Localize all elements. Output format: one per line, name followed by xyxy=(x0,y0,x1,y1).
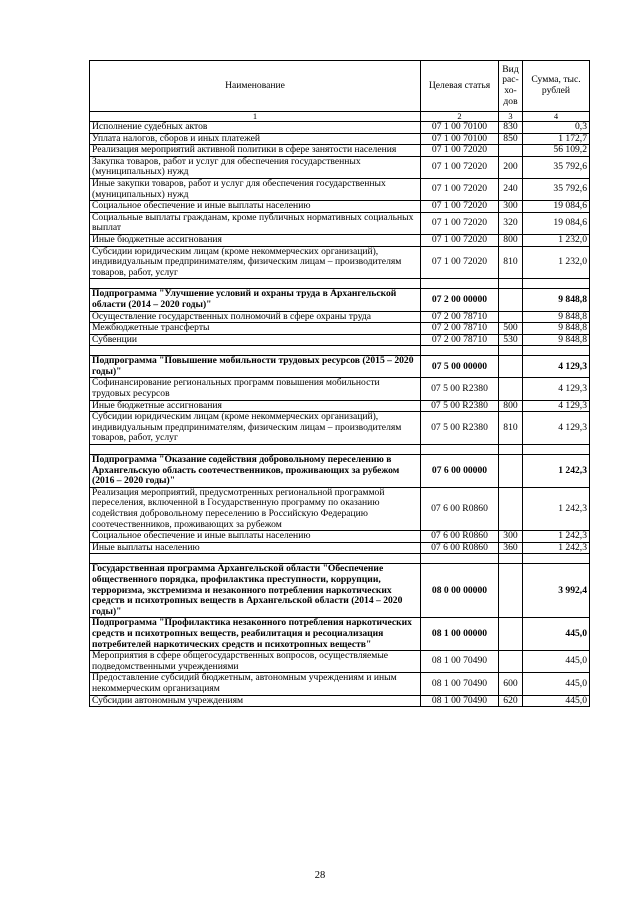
cell-expense-type: 320 xyxy=(499,212,523,234)
cell-name: Уплата налогов, сборов и иных платежей xyxy=(90,133,421,145)
table-row xyxy=(90,334,590,346)
spacer-cell xyxy=(523,445,590,455)
cell-target-article: 07 1 00 72020 xyxy=(421,246,499,279)
table-row xyxy=(90,178,590,200)
cell-expense-type xyxy=(499,356,523,378)
cell-expense-type: 600 xyxy=(499,673,523,695)
cell-sum: 1 242,3 xyxy=(523,542,590,554)
cell-sum: 1 172,7 xyxy=(523,133,590,145)
cell-expense-type: 360 xyxy=(499,542,523,554)
cell-target-article: 08 1 00 00000 xyxy=(421,618,499,651)
cell-name: Осуществление государственных полномочий в сфере охраны труда xyxy=(90,311,421,323)
cell-name: Подпрограмма "Повышение мобильности трудовых ресурсов (2015 – 2020 годы)" xyxy=(90,356,421,378)
spacer-row xyxy=(90,554,590,564)
cell-sum: 4 129,3 xyxy=(523,378,590,400)
spacer-cell xyxy=(499,346,523,356)
cell-target-article: 07 1 00 72020 xyxy=(421,145,499,157)
spacer-cell xyxy=(523,279,590,289)
cell-target-article: 07 2 00 00000 xyxy=(421,289,499,311)
cell-expense-type: 200 xyxy=(499,156,523,178)
cell-expense-type: 300 xyxy=(499,531,523,543)
cell-expense-type xyxy=(499,618,523,651)
spacer-row xyxy=(90,346,590,356)
table-row xyxy=(90,673,590,695)
spacer-cell xyxy=(523,554,590,564)
cell-target-article: 07 1 00 72020 xyxy=(421,212,499,234)
cell-target-article: 07 1 00 72020 xyxy=(421,156,499,178)
cell-target-article: 07 6 00 R0860 xyxy=(421,542,499,554)
spacer-cell xyxy=(523,346,590,356)
table-body xyxy=(90,122,590,707)
cell-sum: 9 848,8 xyxy=(523,334,590,346)
cell-sum: 4 129,3 xyxy=(523,400,590,412)
table-row xyxy=(90,531,590,543)
spacer-cell xyxy=(421,346,499,356)
cell-target-article: 07 1 00 72020 xyxy=(421,178,499,200)
cell-expense-type xyxy=(499,487,523,530)
cell-sum: 19 084,6 xyxy=(523,212,590,234)
cell-name: Субвенции xyxy=(90,334,421,346)
cell-name: Социальное обеспечение и иные выплаты населению xyxy=(90,531,421,543)
cell-sum: 1 242,3 xyxy=(523,531,590,543)
cell-expense-type xyxy=(499,311,523,323)
table-row xyxy=(90,356,590,378)
cell-expense-type: 850 xyxy=(499,133,523,145)
cell-name: Государственная программа Архангельской области "Обеспечение общественного порядка, профилактика преступности, коррупции, терроризма, экстремизма и незаконного потребления наркотических средств и психотропных веществ в Архангельской области (2014 – 2020 годы)" xyxy=(90,564,421,618)
cell-expense-type: 530 xyxy=(499,334,523,346)
column-number: 1 xyxy=(90,112,421,122)
cell-name: Софинансирование региональных программ повышения мобильности трудовых ресурсов xyxy=(90,378,421,400)
spacer-cell xyxy=(499,279,523,289)
spacer-cell xyxy=(421,554,499,564)
cell-expense-type xyxy=(499,145,523,157)
cell-expense-type: 300 xyxy=(499,201,523,213)
table-row xyxy=(90,156,590,178)
cell-expense-type xyxy=(499,651,523,673)
cell-name: Иные бюджетные ассигнования xyxy=(90,234,421,246)
cell-name: Субсидии автономным учреждениям xyxy=(90,695,421,707)
cell-target-article: 07 2 00 78710 xyxy=(421,334,499,346)
table-row xyxy=(90,695,590,707)
cell-target-article: 07 1 00 70100 xyxy=(421,122,499,134)
cell-sum: 445,0 xyxy=(523,618,590,651)
spacer-cell xyxy=(90,346,421,356)
cell-name: Реализация мероприятий активной политики в сфере занятости населения xyxy=(90,145,421,157)
cell-name: Межбюджетные трансферты xyxy=(90,323,421,335)
table-row xyxy=(90,323,590,335)
column-number: 4 xyxy=(523,112,590,122)
table-row xyxy=(90,400,590,412)
cell-target-article: 07 2 00 78710 xyxy=(421,323,499,335)
cell-expense-type: 810 xyxy=(499,412,523,445)
cell-sum: 4 129,3 xyxy=(523,412,590,445)
cell-sum: 56 109,2 xyxy=(523,145,590,157)
cell-name: Социальные выплаты гражданам, кроме публичных нормативных социальных выплат xyxy=(90,212,421,234)
spacer-cell xyxy=(421,279,499,289)
table-row xyxy=(90,246,590,279)
spacer-cell xyxy=(499,554,523,564)
cell-sum: 445,0 xyxy=(523,651,590,673)
budget-table-sheet xyxy=(89,60,589,707)
cell-sum: 445,0 xyxy=(523,673,590,695)
table-row xyxy=(90,542,590,554)
cell-sum: 35 792,6 xyxy=(523,156,590,178)
cell-name: Иные закупки товаров, работ и услуг для обеспечения государственных (муниципальных) нужд xyxy=(90,178,421,200)
cell-name: Социальное обеспечение и иные выплаты населению xyxy=(90,201,421,213)
table-row xyxy=(90,378,590,400)
cell-target-article: 07 1 00 70100 xyxy=(421,133,499,145)
cell-sum: 1 242,3 xyxy=(523,487,590,530)
table-header-row xyxy=(90,61,590,112)
cell-name: Субсидии юридическим лицам (кроме некоммерческих организаций), индивидуальным предпринимателям, физическим лицам – производителям товаров, работ, услуг xyxy=(90,412,421,445)
cell-name: Иные бюджетные ассигнования xyxy=(90,400,421,412)
cell-name: Реализация мероприятий, предусмотренных региональной программой переселения, включенной в Государственную программу по оказанию содействия добровольному переселению в Российскую Федерацию соотечественников, проживающих за рубежом xyxy=(90,487,421,530)
spacer-cell xyxy=(90,279,421,289)
cell-expense-type: 800 xyxy=(499,234,523,246)
cell-name: Подпрограмма "Профилактика незаконного потребления наркотических средств и психотропных веществ, реабилитация и ресоциализация потребителей наркотических средств и психотропных веществ" xyxy=(90,618,421,651)
table-row xyxy=(90,234,590,246)
table-row xyxy=(90,412,590,445)
cell-target-article: 08 1 00 70490 xyxy=(421,673,499,695)
column-number-row xyxy=(90,112,590,122)
cell-sum: 0,3 xyxy=(523,122,590,134)
table-row xyxy=(90,201,590,213)
cell-name: Подпрограмма "Оказание содействия добровольному переселению в Архангельскую область соотечественников, проживающих за рубежом (2016 – 2020 годы)" xyxy=(90,455,421,488)
cell-sum: 3 992,4 xyxy=(523,564,590,618)
table-row xyxy=(90,289,590,311)
cell-target-article: 08 1 00 70490 xyxy=(421,651,499,673)
cell-expense-type xyxy=(499,289,523,311)
header-sum: Сумма, тыс. рублей xyxy=(523,61,590,112)
cell-expense-type: 810 xyxy=(499,246,523,279)
cell-target-article: 07 1 00 72020 xyxy=(421,201,499,213)
cell-target-article: 07 1 00 72020 xyxy=(421,234,499,246)
budget-table xyxy=(89,60,590,707)
cell-name: Субсидии юридическим лицам (кроме некоммерческих организаций), индивидуальным предпринимателям, физическим лицам – производителям товаров, работ, услуг xyxy=(90,246,421,279)
table-row xyxy=(90,212,590,234)
cell-expense-type: 620 xyxy=(499,695,523,707)
header-name: Наименование xyxy=(90,61,421,112)
table-row xyxy=(90,564,590,618)
table-row xyxy=(90,455,590,488)
cell-sum: 9 848,8 xyxy=(523,323,590,335)
spacer-row xyxy=(90,445,590,455)
cell-sum: 1 232,0 xyxy=(523,246,590,279)
cell-expense-type xyxy=(499,378,523,400)
cell-sum: 445,0 xyxy=(523,695,590,707)
cell-expense-type xyxy=(499,564,523,618)
cell-name: Мероприятия в сфере общегосударственных вопросов, осуществляемые подведомственными учреждениями xyxy=(90,651,421,673)
cell-target-article: 07 6 00 00000 xyxy=(421,455,499,488)
table-row xyxy=(90,133,590,145)
cell-sum: 1 242,3 xyxy=(523,455,590,488)
cell-target-article: 08 1 00 70490 xyxy=(421,695,499,707)
table-row xyxy=(90,122,590,134)
page-number: 28 xyxy=(314,870,326,881)
cell-sum: 35 792,6 xyxy=(523,178,590,200)
column-number: 2 xyxy=(421,112,499,122)
cell-name: Исполнение судебных актов xyxy=(90,122,421,134)
table-row xyxy=(90,145,590,157)
cell-name: Закупка товаров, работ и услуг для обеспечения государственных (муниципальных) нужд xyxy=(90,156,421,178)
cell-name: Предоставление субсидий бюджетным, автономным учреждениям и иным некоммерческим организациям xyxy=(90,673,421,695)
table-row xyxy=(90,487,590,530)
cell-expense-type: 830 xyxy=(499,122,523,134)
cell-expense-type: 800 xyxy=(499,400,523,412)
cell-sum: 4 129,3 xyxy=(523,356,590,378)
cell-target-article: 08 0 00 00000 xyxy=(421,564,499,618)
table-row xyxy=(90,618,590,651)
cell-target-article: 07 5 00 R2380 xyxy=(421,378,499,400)
cell-expense-type: 240 xyxy=(499,178,523,200)
spacer-row xyxy=(90,279,590,289)
cell-name: Подпрограмма "Улучшение условий и охраны труда в Архангельской области (2014 – 2020 годы)" xyxy=(90,289,421,311)
cell-target-article: 07 5 00 00000 xyxy=(421,356,499,378)
header-target-article: Целевая статья xyxy=(421,61,499,112)
header-expense-type: Вид рас-хо-дов xyxy=(499,61,523,112)
cell-target-article: 07 2 00 78710 xyxy=(421,311,499,323)
cell-name: Иные выплаты населению xyxy=(90,542,421,554)
cell-sum: 19 084,6 xyxy=(523,201,590,213)
cell-sum: 9 848,8 xyxy=(523,311,590,323)
spacer-cell xyxy=(499,445,523,455)
spacer-cell xyxy=(421,445,499,455)
cell-sum: 9 848,8 xyxy=(523,289,590,311)
table-row xyxy=(90,651,590,673)
cell-target-article: 07 6 00 R0860 xyxy=(421,531,499,543)
spacer-cell xyxy=(90,554,421,564)
cell-sum: 1 232,0 xyxy=(523,234,590,246)
table-row xyxy=(90,311,590,323)
cell-target-article: 07 6 00 R0860 xyxy=(421,487,499,530)
cell-expense-type: 500 xyxy=(499,323,523,335)
spacer-cell xyxy=(90,445,421,455)
cell-expense-type xyxy=(499,455,523,488)
cell-target-article: 07 5 00 R2380 xyxy=(421,412,499,445)
column-number: 3 xyxy=(499,112,523,122)
cell-target-article: 07 5 00 R2380 xyxy=(421,400,499,412)
